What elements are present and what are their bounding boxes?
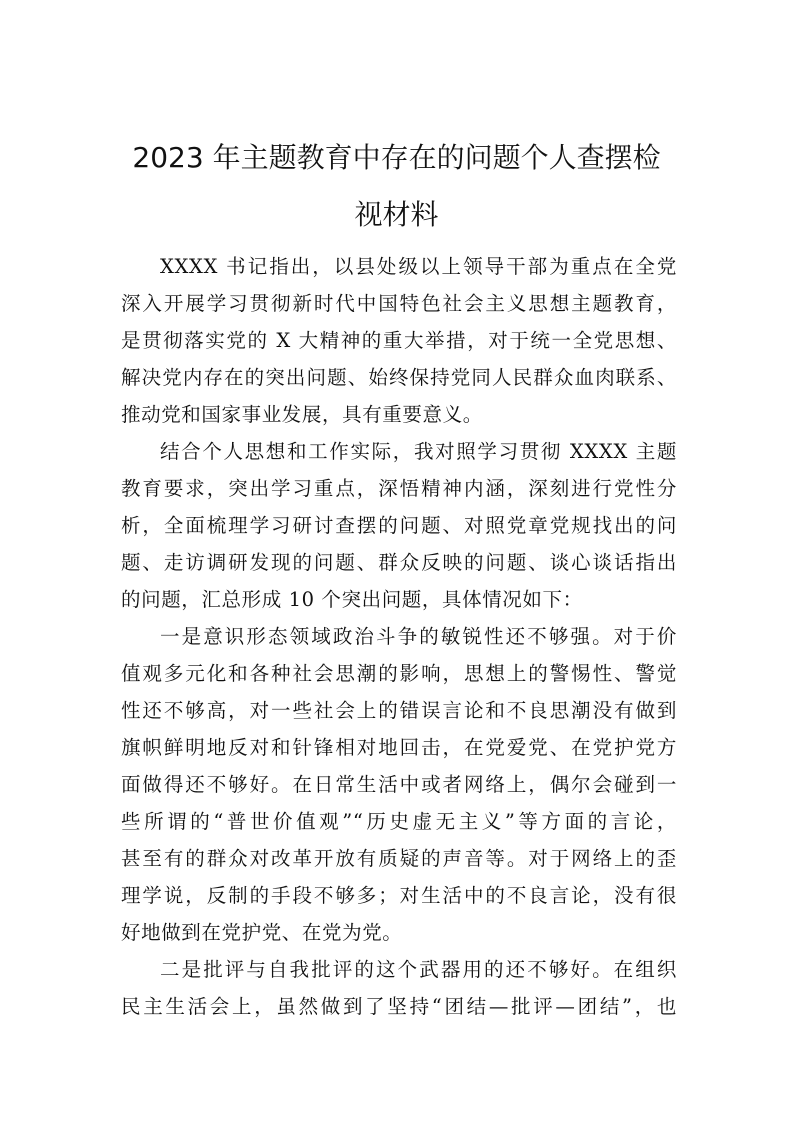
text-line: 性还不够高，对一些社会上的错误言论和不良思潮没有做到 (121, 699, 677, 722)
text-line: 民主生活会上，虽然做到了坚持“团结—批评—团结”，也 (121, 995, 677, 1018)
text-line: 是贯彻落实党的 X 大精神的重大举措，对于统一全党思想、 (121, 329, 677, 352)
document-body (121, 248, 677, 1025)
text-line: 深入开展学习贯彻新时代中国特色社会主义思想主题教育， (121, 292, 677, 315)
text-line: 的问题，汇总形成 10 个突出问题，具体情况如下： (121, 588, 583, 611)
text-line: 结合个人思想和工作实际，我对照学习贯彻 XXXX 主题 (160, 440, 677, 463)
document-title-line-1: 2023 年主题教育中存在的问题个人查摆检 (132, 141, 661, 174)
text-line: 教育要求，突出学习重点，深悟精神内涵，深刻进行党性分 (121, 477, 677, 500)
document-title-line-2: 视材料 (354, 198, 439, 231)
text-line: 甚至有的群众对改革开放有质疑的声音等。对于网络上的歪 (121, 847, 677, 870)
text-line: 析，全面梳理学习研讨查摆的问题、对照党章党规找出的问 (121, 514, 677, 537)
text-line: 推动党和国家事业发展，具有重要意义。 (121, 403, 483, 426)
text-line: 解决党内存在的突出问题、始终保持党同人民群众血肉联系、 (121, 366, 677, 389)
paragraph-intro (121, 248, 677, 433)
text-line: 一是意识形态领域政治斗争的敏锐性还不够强。对于价 (160, 625, 677, 648)
paragraph-issue-2 (121, 951, 677, 1025)
text-line: 些所谓的“普世价值观”“历史虚无主义”等方面的言论， (121, 810, 677, 833)
text-line: 理学说，反制的手段不够多；对生活中的不良言论，没有很 (121, 884, 677, 907)
text-line: XXXX 书记指出，以县处级以上领导干部为重点在全党 (160, 255, 677, 278)
text-line: 好地做到在党护党、在党为党。 (121, 921, 403, 944)
text-line: 二是批评与自我批评的这个武器用的还不够好。在组织 (160, 958, 677, 981)
text-line: 题、走访调研发现的问题、群众反映的问题、谈心谈话指出 (121, 551, 677, 574)
text-line: 旗帜鲜明地反对和针锋相对地回击，在党爱党、在党护党方 (121, 736, 677, 759)
text-line: 值观多元化和各种社会思潮的影响，思想上的警惕性、警觉 (121, 662, 677, 685)
paragraph-overview (121, 433, 677, 618)
paragraph-issue-1 (121, 618, 677, 951)
text-line: 面做得还不够好。在日常生活中或者网络上，偶尔会碰到一 (121, 773, 677, 796)
